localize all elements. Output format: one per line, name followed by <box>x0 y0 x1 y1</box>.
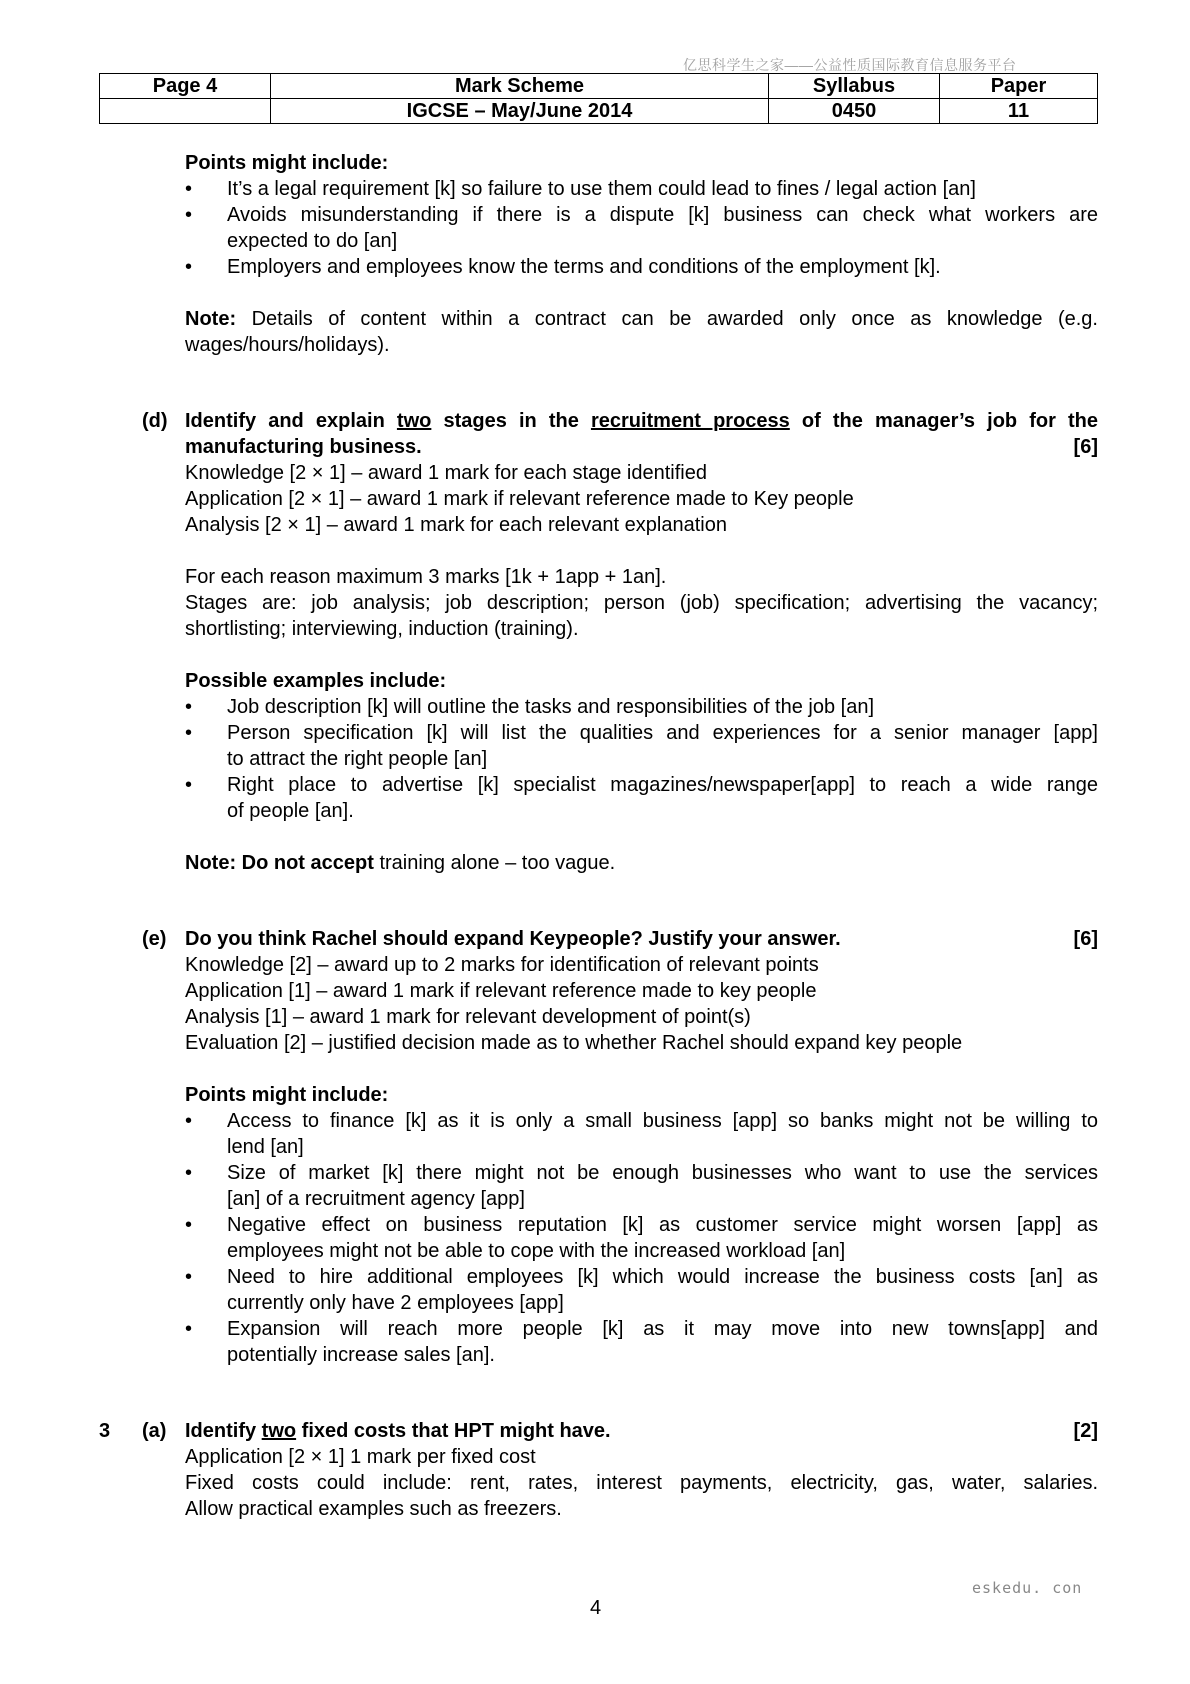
bullet-icon: • <box>185 204 193 226</box>
q3-marks: [2] <box>1073 1420 1098 1442</box>
header-empty-cell <box>100 99 271 124</box>
d-question-line-1 <box>185 408 1098 434</box>
d-bullet-2-line-2: to attract the right people [an] <box>227 748 488 770</box>
watermark-text: 亿思科学生之家——公益性质国际教育信息服务平台 <box>683 57 1017 73</box>
e-bullet-5-line-1: Expansion will reach more people [k] as it may move into new towns[app] and <box>227 1318 1098 1340</box>
header-syllabus-label: Syllabus <box>769 74 940 99</box>
header-table <box>99 73 1098 124</box>
bullet-icon: • <box>185 696 193 718</box>
d-marks: [6] <box>1073 436 1098 458</box>
d-stages-line-1: Stages are: job analysis; job description; person (job) specification; advertising the vacancy; <box>185 592 1098 614</box>
d-q-part: Identify and explain <box>185 410 397 432</box>
e-bullet-4-line-2: currently only have 2 employees [app] <box>227 1292 564 1314</box>
q3-q-underlined-two: two <box>261 1420 297 1442</box>
d-bullet-3-line-1: Right place to advertise [k] specialist magazines/newspaper[app] to reach a wide range <box>227 774 1098 796</box>
bullet-icon: • <box>185 1214 193 1236</box>
c-heading: Points might include: <box>185 152 389 174</box>
c-note-label: Note: <box>185 308 237 330</box>
c-bullet-2-line-1: Avoids misunderstanding if there is a dispute [k] business can check what workers are <box>227 204 1098 226</box>
d-note-label: Note: Do not accept <box>185 852 374 874</box>
bullet-icon: • <box>185 178 193 200</box>
q3-application: Application [2 × 1] 1 mark per fixed cost <box>185 1446 536 1468</box>
e-label: (e) <box>142 928 167 950</box>
d-q-part: stages in the <box>431 410 591 432</box>
c-bullet-2-line-2: expected to do [an] <box>227 230 398 252</box>
d-max: For each reason maximum 3 marks [1k + 1app + 1an]. <box>185 566 667 588</box>
d-q-underlined-recruitment: recruitment process <box>590 410 790 432</box>
e-question: Do you think Rachel should expand Keypeople? Justify your answer. <box>185 928 841 950</box>
page-number: 4 <box>590 1597 602 1619</box>
header-paper-label: Paper <box>940 74 1098 99</box>
footer-watermark: eskedu. con <box>972 1579 1083 1597</box>
q3-q-part: fixed costs that HPT might have. <box>296 1420 611 1442</box>
e-bullet-1-line-1: Access to finance [k] as it is only a small business [app] so banks might not be willing to <box>227 1110 1098 1132</box>
header-paper: 11 <box>940 99 1098 124</box>
e-application: Application [1] – award 1 mark if relevant reference made to key people <box>185 980 817 1002</box>
header-exam: IGCSE – May/June 2014 <box>271 99 769 124</box>
d-question-line-2: manufacturing business. <box>185 436 422 458</box>
q3-fixed-costs-line-1: Fixed costs could include: rent, rates, interest payments, electricity, gas, water, salaries. <box>185 1472 1098 1494</box>
c-note-text: Details of content within a contract can be awarded only once as knowledge (e.g. <box>236 308 1098 330</box>
d-stages-line-2: shortlisting; interviewing, induction (training). <box>185 618 579 640</box>
e-bullet-2-line-1: Size of market [k] there might not be enough businesses who want to use the services <box>227 1162 1098 1184</box>
d-bullet-2-line-1: Person specification [k] will list the qualities and experiences for a senior manager [app] <box>227 722 1098 744</box>
d-q-part: of the manager’s job for the <box>789 410 1099 432</box>
e-bullet-4-line-1: Need to hire additional employees [k] which would increase the business costs [an] as <box>227 1266 1098 1288</box>
q3-label: (a) <box>142 1420 167 1442</box>
bullet-icon: • <box>185 256 193 278</box>
d-note <box>185 850 615 876</box>
e-heading: Points might include: <box>185 1084 389 1106</box>
bullet-icon: • <box>185 722 193 744</box>
e-bullet-1-line-2: lend [an] <box>227 1136 304 1158</box>
e-marks: [6] <box>1073 928 1098 950</box>
c-note-line-1 <box>185 306 1098 332</box>
e-evaluation: Evaluation [2] – justified decision made as to whether Rachel should expand key people <box>185 1032 963 1054</box>
q3-fixed-costs-line-2: Allow practical examples such as freezers. <box>185 1498 562 1520</box>
d-heading: Possible examples include: <box>185 670 447 692</box>
e-bullet-5-line-2: potentially increase sales [an]. <box>227 1344 495 1366</box>
bullet-icon: • <box>185 1266 193 1288</box>
e-bullet-3-line-1: Negative effect on business reputation [k] as customer service might worsen [app] as <box>227 1214 1098 1236</box>
d-note-text: training alone – too vague. <box>373 852 616 874</box>
q3-question <box>185 1418 611 1444</box>
bullet-icon: • <box>185 1318 193 1340</box>
header-page: Page 4 <box>100 74 271 99</box>
c-bullet-1: It’s a legal requirement [k] so failure to use them could lead to fines / legal action [an] <box>227 178 976 200</box>
c-note-line-2: wages/hours/holidays). <box>185 334 390 356</box>
bullet-icon: • <box>185 774 193 796</box>
e-analysis: Analysis [1] – award 1 mark for relevant development of point(s) <box>185 1006 751 1028</box>
d-analysis: Analysis [2 × 1] – award 1 mark for each relevant explanation <box>185 514 727 536</box>
e-knowledge: Knowledge [2] – award up to 2 marks for identification of relevant points <box>185 954 819 976</box>
d-bullet-1: Job description [k] will outline the tasks and responsibilities of the job [an] <box>227 696 875 718</box>
header-syllabus: 0450 <box>769 99 940 124</box>
q3-number: 3 <box>99 1420 111 1442</box>
q3-q-part: Identify <box>185 1420 262 1442</box>
e-bullet-2-line-2: [an] of a recruitment agency [app] <box>227 1188 525 1210</box>
d-label: (d) <box>142 410 168 432</box>
c-bullet-3: Employers and employees know the terms and conditions of the employment [k]. <box>227 256 941 278</box>
header-mark-scheme: Mark Scheme <box>271 74 769 99</box>
e-bullet-3-line-2: employees might not be able to cope with the increased workload [an] <box>227 1240 846 1262</box>
bullet-icon: • <box>185 1110 193 1132</box>
d-bullet-3-line-2: of people [an]. <box>227 800 354 822</box>
d-application: Application [2 × 1] – award 1 mark if relevant reference made to Key people <box>185 488 854 510</box>
bullet-icon: • <box>185 1162 193 1184</box>
d-knowledge: Knowledge [2 × 1] – award 1 mark for each stage identified <box>185 462 707 484</box>
d-q-underlined-two: two <box>396 410 432 432</box>
